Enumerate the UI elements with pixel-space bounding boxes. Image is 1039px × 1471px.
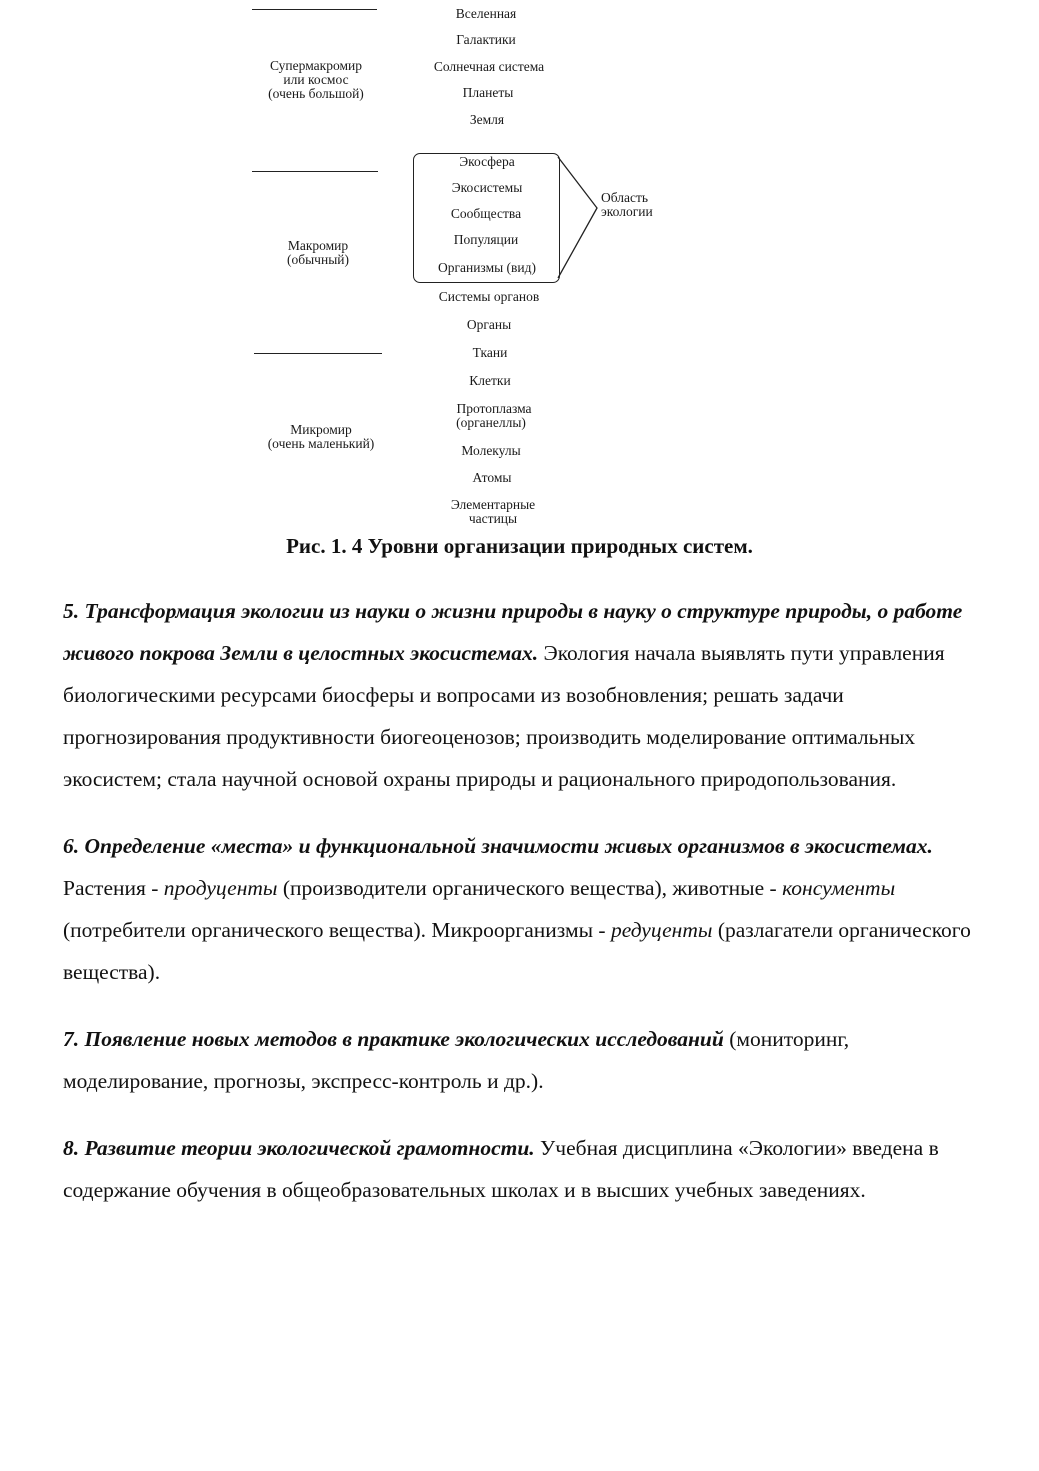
group-label-supermacro: Супермакромир или космос (очень большой) [268,58,364,101]
level-protoplasm: Протоплазма [456,401,532,416]
term-producers: продуценты [163,876,278,900]
level-earth: Земля [469,112,505,127]
level-organ-systems: Системы органов [438,289,540,304]
term-consumers: консументы [782,876,896,900]
paragraph-heading: 7. Появление новых методов в практике экологических исследований [63,1027,724,1051]
level-molecules: Молекулы [461,443,521,458]
paragraph-7 [63,1018,993,1102]
paragraph-heading: 6. Определение «места» и функциональной значимости живых организмов в экосистемах. [63,834,933,858]
paragraph-heading: 8. Развитие теории экологической грамотности. [63,1136,535,1160]
level-ecosystems: Экосистемы [451,180,523,195]
paragraph-6 [63,825,993,993]
level-tissues: Ткани [472,345,508,360]
level-particles: частицы [468,511,518,526]
paragraph-text: Учебная дисциплина «Экологии» введена в содержание обучения в общеобразовательных школах и в высших учебных заведениях. [63,1136,939,1202]
level-communities: Сообщества [450,206,522,221]
level-planets: Планеты [462,85,514,100]
level-galaxies: Галактики [456,32,516,47]
paragraph-text: Растения - [63,876,164,900]
level-organelles: (органеллы) [456,415,526,430]
body-text [63,590,993,1236]
paragraph-5 [63,590,993,800]
level-elementary-particles: Элементарные [450,497,536,512]
paragraph-text: (производители органического вещества), животные - [277,876,783,900]
paragraph-text: (потребители органического вещества). Микроорганизмы - [63,918,611,942]
group-label-macro: Макромир (обычный) [287,238,349,267]
level-atoms: Атомы [472,470,512,485]
level-cells: Клетки [469,373,511,388]
level-solar-system: Солнечная система [433,59,545,74]
level-populations: Популяции [453,232,519,247]
level-organisms: Организмы (вид) [437,260,537,275]
level-ecosphere: Экосфера [459,154,515,169]
paragraph-text: (мониторинг, моделирование, прогнозы, экспресс-контроль и др.). [63,1027,850,1093]
group-label-micro: Микромир (очень маленький) [267,422,375,451]
figure-caption: Рис. 1. 4 Уровни организации природных систем. [286,534,753,558]
ecology-area-label: Область экологии [601,190,653,219]
levels-diagram [0,0,1039,530]
paragraph-text: (разлагатели органического вещества). [63,918,971,984]
paragraph-heading: 5. Трансформация экологии из науки о жизни природы в науку о структуре природы, о работе живого покрова Земли в целостных экосистемах. [63,599,963,665]
term-decomposers: редуценты [610,918,713,942]
paragraph-8 [63,1127,993,1211]
paragraph-text: Экология начала выявлять пути управления биологическими ресурсами биосферы и вопросами из возобновления; решать задачи прогнозирования продуктивности биогеоценозов; производить моделирование оптимальных экосистем; стала научной основой охраны природы и рационального природопользования. [63,641,945,791]
level-organs: Органы [466,317,512,332]
level-universe: Вселенная [455,6,517,21]
